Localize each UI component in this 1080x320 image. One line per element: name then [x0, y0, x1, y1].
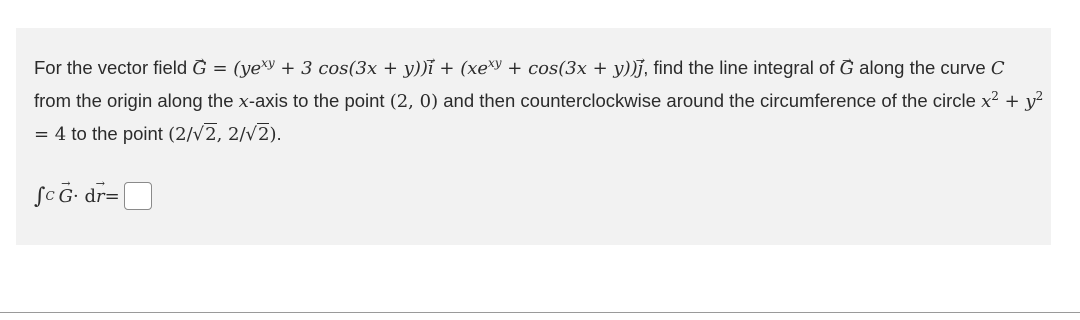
- answer-input[interactable]: [124, 182, 152, 210]
- answer-row: [34, 178, 152, 214]
- answer-equals: =: [104, 185, 120, 207]
- bottom-divider: [0, 312, 1080, 313]
- field-equals: =: [206, 58, 234, 79]
- end-punct: .: [276, 123, 282, 144]
- curve-symbol: C: [990, 58, 1005, 79]
- field-j-exponent: xy: [488, 56, 502, 70]
- endpoint-open: (2/: [168, 124, 193, 145]
- sqrt-icon: √: [245, 124, 258, 145]
- integral-subscript: C: [45, 189, 55, 203]
- field-j-component-open: (xe: [460, 58, 489, 79]
- problem-lead: For the vector field: [34, 57, 188, 78]
- endpoint-mid: , 2/: [216, 124, 246, 145]
- curve-intro: along the curve: [859, 57, 986, 78]
- circle-lhs: x: [981, 91, 992, 112]
- question-panel: [16, 28, 1051, 245]
- circle-mid: + y: [998, 91, 1036, 112]
- field-i-component-open: (ye: [233, 58, 262, 79]
- answer-vector-g: → G: [59, 186, 73, 207]
- answer-dot: · d: [73, 185, 97, 207]
- problem-text: [34, 52, 1044, 151]
- vector-field-symbol-2: → G: [840, 53, 854, 85]
- field-i-component-rest: + 3 cos(3x + y)): [274, 58, 428, 79]
- circle-y-square: 2: [1035, 89, 1044, 103]
- field-j-component-rest: + cos(3x + y)): [501, 58, 638, 79]
- endpoint-radicand-1: 2: [205, 124, 217, 145]
- integral-icon: ∫: [34, 183, 46, 209]
- field-plus: +: [433, 58, 461, 79]
- answer-vector-r: → r: [96, 186, 105, 207]
- endpoint-close: ): [269, 124, 277, 145]
- i-unit-vector: → i: [428, 53, 434, 85]
- first-point: (2, 0): [389, 91, 439, 112]
- curve-from: from the origin along the: [34, 90, 234, 111]
- circle-x-square: 2: [991, 89, 999, 103]
- endpoint-radicand-2: 2: [258, 124, 270, 145]
- vector-field-symbol: → G: [192, 53, 206, 85]
- x-variable: x: [238, 91, 249, 112]
- circle-rhs: = 4: [34, 124, 67, 145]
- j-unit-vector: → j: [638, 53, 644, 85]
- to-point: to the point: [71, 123, 163, 144]
- circle-intro: and then counterclockwise around the circumference of the circle: [443, 90, 976, 111]
- axis-tail: -axis to the point: [248, 90, 385, 111]
- field-i-exponent: xy: [261, 56, 275, 70]
- problem-mid-line1: , find the line integral of: [643, 57, 835, 78]
- sqrt-icon: √: [192, 124, 205, 145]
